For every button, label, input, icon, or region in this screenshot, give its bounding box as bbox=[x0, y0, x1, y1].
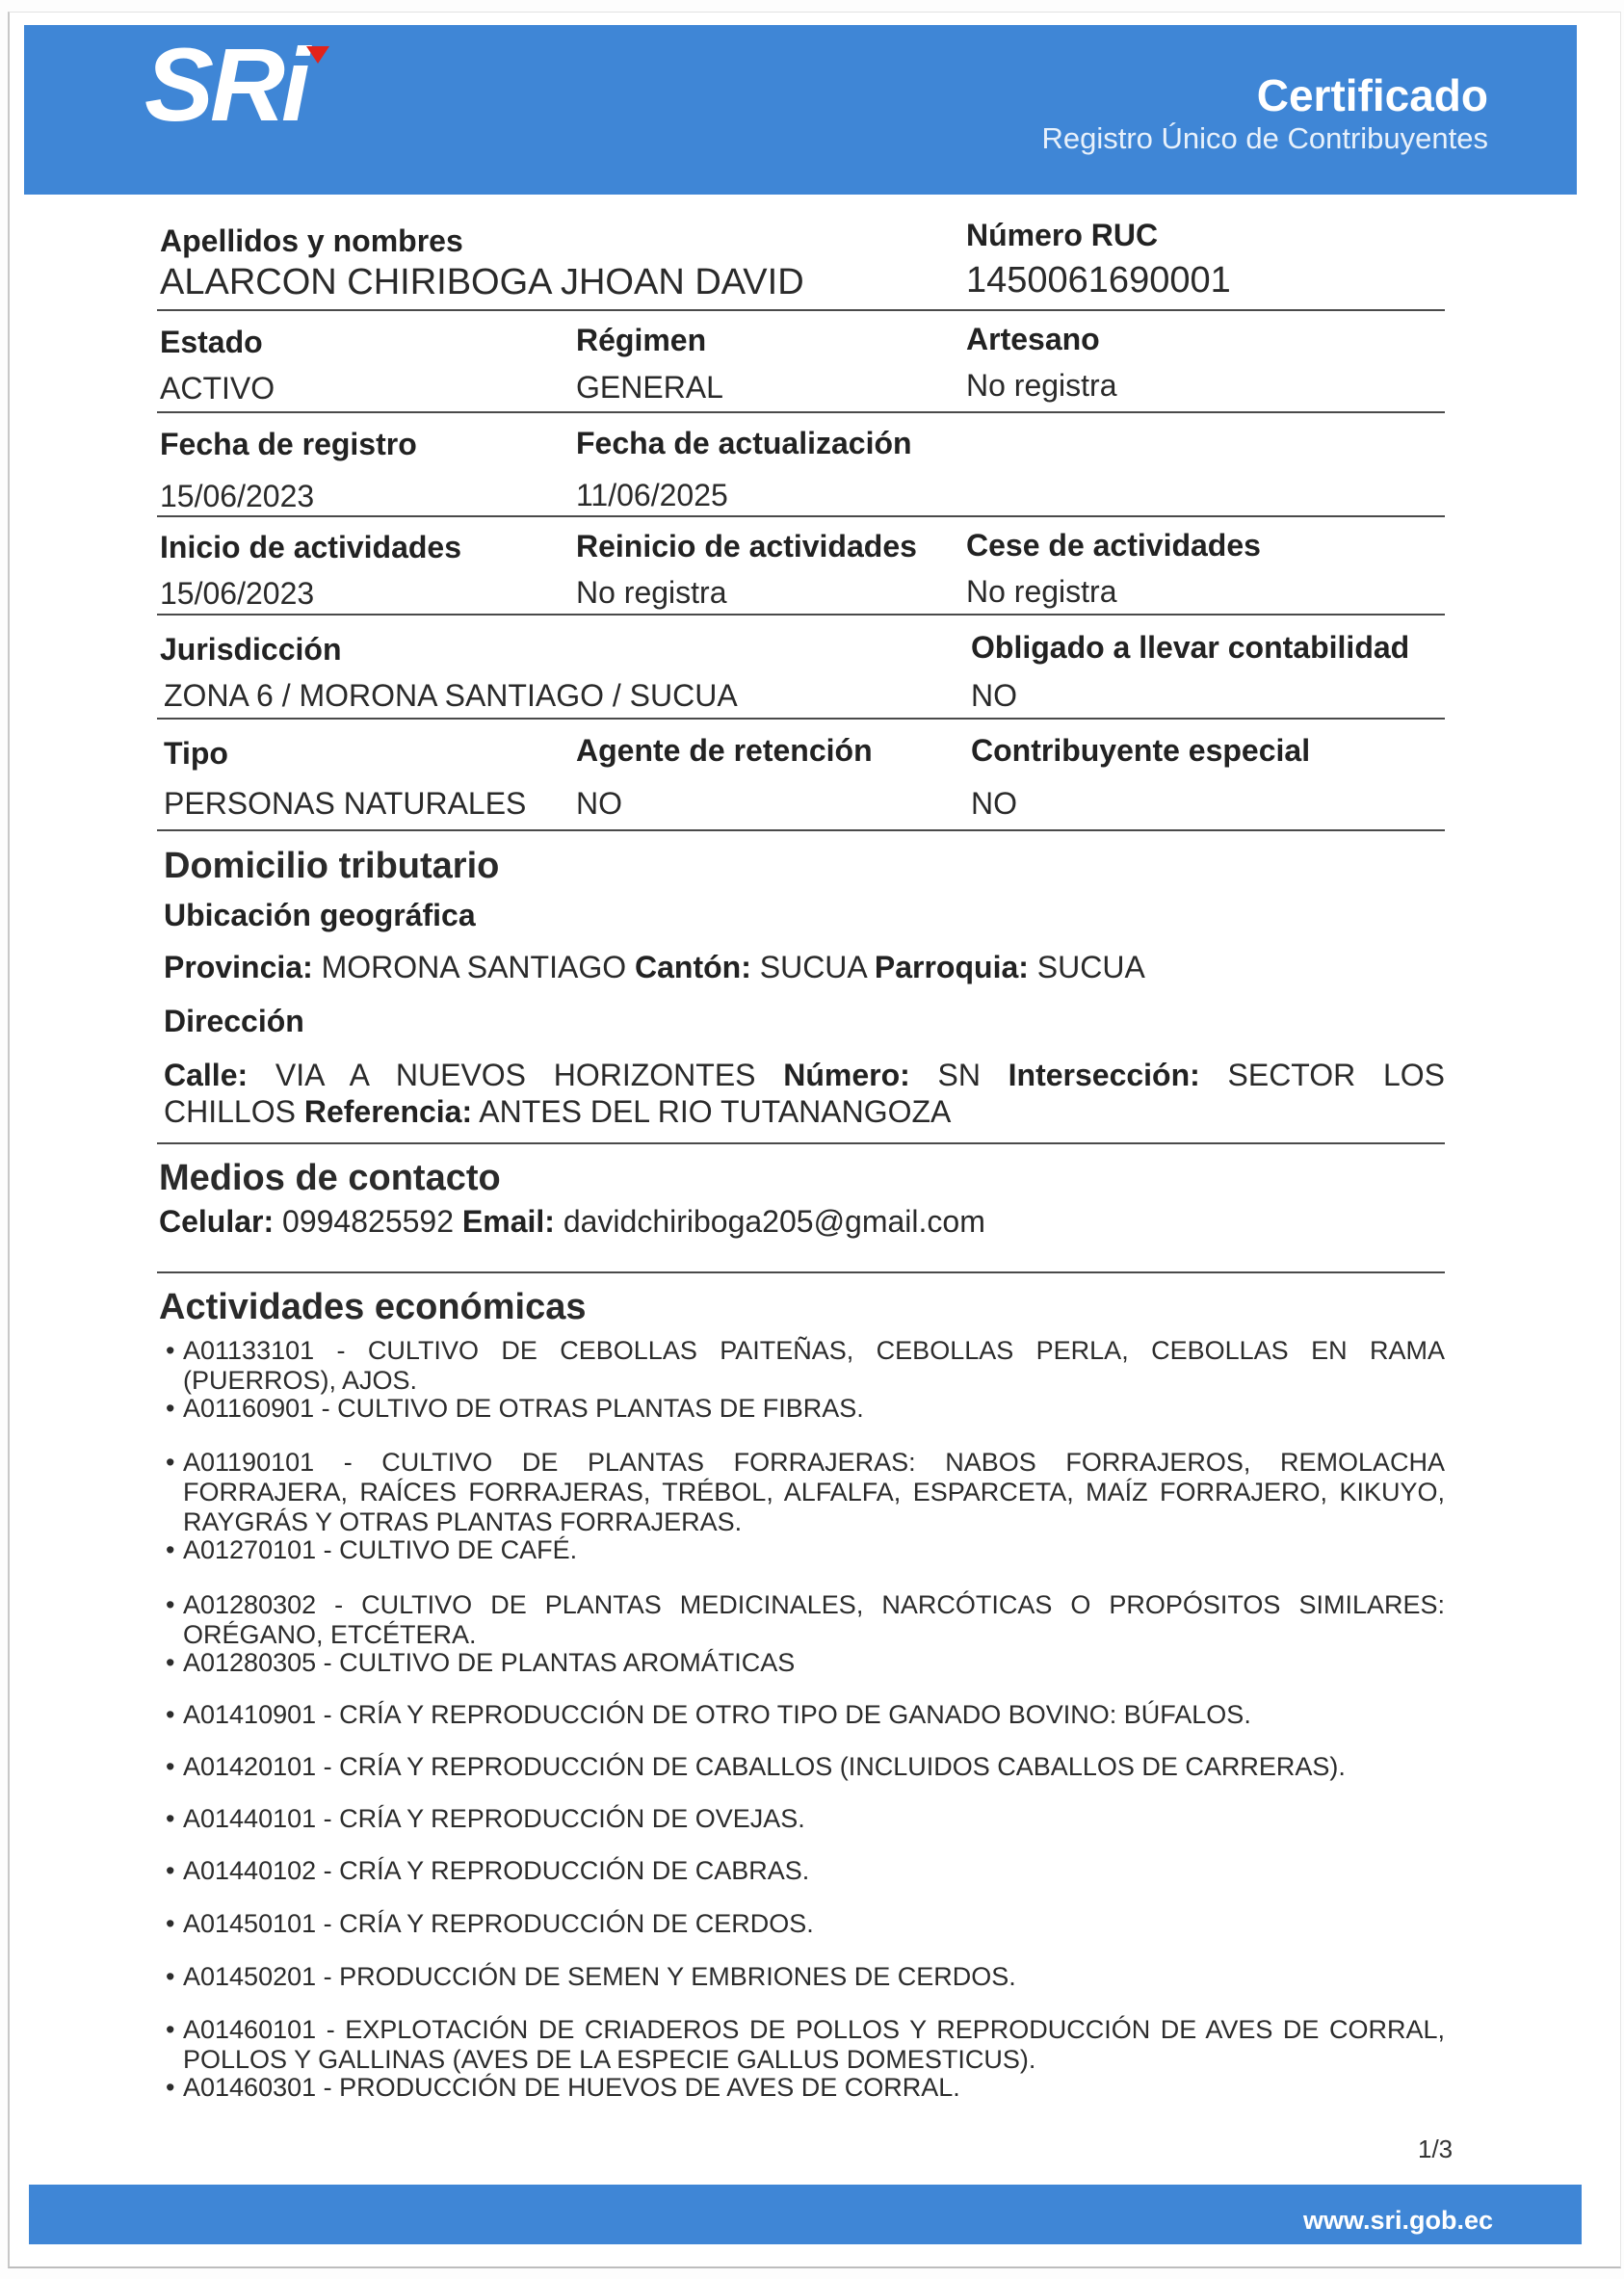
list-item: • A01440101 - CRÍA Y REPRODUCCIÓN DE OVEJAS. bbox=[166, 1804, 1445, 1834]
artesano-value: No registra bbox=[966, 368, 1117, 403]
list-item: • A01410901 - CRÍA Y REPRODUCCIÓN DE OTRO TIPO DE GANADO BOVINO: BÚFALOS. bbox=[166, 1700, 1445, 1730]
celular-value: 0994825592 bbox=[282, 1204, 454, 1239]
parroquia-label: Parroquia: bbox=[874, 950, 1029, 984]
nombres-value: ALARCON CHIRIBOGA JHOAN DAVID bbox=[160, 262, 804, 302]
list-item: • A01450101 - CRÍA Y REPRODUCCIÓN DE CERDOS. bbox=[166, 1909, 1445, 1939]
cese-actividades-value: No registra bbox=[966, 574, 1117, 609]
divider bbox=[157, 829, 1445, 831]
activity-line: A01450101 - CRÍA Y REPRODUCCIÓN DE CERDOS. bbox=[183, 1909, 814, 1938]
tipo-value: PERSONAS NATURALES bbox=[164, 786, 527, 821]
activity-line: ORÉGANO, ETCÉTERA. bbox=[183, 1620, 477, 1649]
direccion-line-1 bbox=[164, 1058, 1445, 1093]
list-item: • A01160901 - CULTIVO DE OTRAS PLANTAS DE FIBRAS. bbox=[166, 1394, 1445, 1424]
activity-line: FORRAJERA, RAÍCES FORRAJERAS, TRÉBOL, ALFALFA, ESPARCETA, MAÍZ FORRAJERO, KIKUYO, bbox=[183, 1478, 1445, 1506]
reinicio-actividades-value: No registra bbox=[576, 575, 727, 610]
divider bbox=[157, 1142, 1445, 1144]
interseccion-value-cont: CHILLOS bbox=[164, 1094, 296, 1129]
divider bbox=[157, 411, 1445, 413]
referencia-label: Referencia: bbox=[303, 1094, 473, 1129]
activity-line: POLLOS Y GALLINAS (AVES DE LA ESPECIE GALLUS DOMESTICUS). bbox=[183, 2045, 1036, 2074]
celular-label: Celular: bbox=[159, 1204, 275, 1239]
page-number: 1/3 bbox=[1418, 2135, 1454, 2163]
list-item: • A01460301 - PRODUCCIÓN DE HUEVOS DE AVES DE CORRAL. bbox=[166, 2073, 1445, 2103]
fecha-actualizacion-label: Fecha de actualización bbox=[576, 426, 912, 460]
activity-line: A01133101 - CULTIVO DE CEBOLLAS PAITEÑAS, CEBOLLAS PERLA, CEBOLLAS EN RAMA bbox=[183, 1336, 1445, 1365]
activity-line: (PUERROS), AJOS. bbox=[183, 1366, 418, 1395]
activity-line: A01190101 - CULTIVO DE PLANTAS FORRAJERAS: NABOS FORRAJEROS, REMOLACHA bbox=[183, 1448, 1445, 1477]
calle-label: Calle: bbox=[164, 1058, 249, 1092]
artesano-label: Artesano bbox=[966, 322, 1100, 356]
certificate-subtitle: Registro Único de Contribuyentes bbox=[1041, 121, 1488, 155]
activity-line: A01160901 - CULTIVO DE OTRAS PLANTAS DE FIBRAS. bbox=[183, 1394, 864, 1423]
activity-line: A01440101 - CRÍA Y REPRODUCCIÓN DE OVEJAS. bbox=[183, 1804, 805, 1833]
list-item: • A01450201 - PRODUCCIÓN DE SEMEN Y EMBRIONES DE CERDOS. bbox=[166, 1962, 1445, 1992]
email-label: Email: bbox=[461, 1204, 555, 1239]
sri-logo-text: SRi bbox=[144, 26, 307, 143]
ruc-label: Número RUC bbox=[966, 218, 1159, 252]
parroquia-value: SUCUA bbox=[1036, 950, 1145, 984]
direccion-label: Dirección bbox=[164, 1004, 304, 1038]
domicilio-title: Domicilio tributario bbox=[164, 846, 500, 886]
activity-line: RAYGRÁS Y OTRAS PLANTAS FORRAJERAS. bbox=[183, 1507, 743, 1536]
interseccion-label: Intersección: bbox=[1008, 1058, 1200, 1092]
fecha-actualizacion-value: 11/06/2025 bbox=[576, 478, 728, 512]
ubicacion-label: Ubicación geográfica bbox=[164, 898, 476, 932]
agente-retencion-label: Agente de retención bbox=[576, 733, 873, 768]
estado-label: Estado bbox=[160, 325, 263, 359]
list-item: • A01280302 - CULTIVO DE PLANTAS MEDICINALES, NARCÓTICAS O PROPÓSITOS SIMILARES: ORÉGANO, ETCÉTERA. bbox=[166, 1590, 1445, 1649]
activity-line: A01270101 - CULTIVO DE CAFÉ. bbox=[183, 1535, 578, 1564]
footer-url: www.sri.gob.ec bbox=[1302, 2206, 1493, 2235]
activity-line: A01460301 - PRODUCCIÓN DE HUEVOS DE AVES DE CORRAL. bbox=[183, 2073, 960, 2102]
interseccion-value: SECTOR LOS bbox=[1227, 1058, 1445, 1092]
estado-value: ACTIVO bbox=[160, 371, 275, 406]
divider bbox=[157, 614, 1445, 616]
list-item: • A01280305 - CULTIVO DE PLANTAS AROMÁTICAS bbox=[166, 1648, 1445, 1678]
inicio-actividades-value: 15/06/2023 bbox=[160, 576, 315, 611]
list-item: • A01440102 - CRÍA Y REPRODUCCIÓN DE CABRAS. bbox=[166, 1856, 1445, 1886]
ubicacion-line bbox=[164, 950, 1445, 985]
regimen-value: GENERAL bbox=[576, 370, 723, 405]
fecha-registro-value: 15/06/2023 bbox=[160, 479, 315, 513]
email-value: davidchiriboga205@gmail.com bbox=[563, 1204, 985, 1239]
numero-label: Número: bbox=[783, 1058, 910, 1092]
contabilidad-label: Obligado a llevar contabilidad bbox=[971, 630, 1410, 665]
logo-accent-mark bbox=[306, 46, 329, 64]
contacto-title: Medios de contacto bbox=[159, 1158, 501, 1198]
activity-line: A01460101 - EXPLOTACIÓN DE CRIADEROS DE POLLOS Y REPRODUCCIÓN DE AVES DE CORRAL, bbox=[183, 2015, 1445, 2044]
nombres-label: Apellidos y nombres bbox=[160, 223, 463, 258]
sri-logo bbox=[144, 26, 356, 148]
list-item: • A01190101 - CULTIVO DE PLANTAS FORRAJERAS: NABOS FORRAJEROS, REMOLACHA FORRAJERA, RAÍCES FORRAJERAS, TRÉBOL, ALFALFA, ESPARCETA, MAÍZ FORRAJERO, KIKUYO, RAYGRÁS Y OTRAS PLANTAS FORRAJERAS. bbox=[166, 1448, 1445, 1536]
divider bbox=[157, 515, 1445, 517]
ruc-value: 1450061690001 bbox=[966, 260, 1231, 301]
tipo-label: Tipo bbox=[164, 736, 228, 771]
contabilidad-value: NO bbox=[971, 678, 1017, 713]
regimen-label: Régimen bbox=[576, 323, 707, 357]
divider bbox=[157, 1271, 1445, 1273]
certificate-title: Certificado bbox=[1256, 70, 1488, 120]
divider bbox=[157, 309, 1445, 311]
canton-value: SUCUA bbox=[759, 950, 866, 984]
direccion-line-2 bbox=[164, 1094, 1445, 1130]
actividades-title: Actividades económicas bbox=[159, 1287, 587, 1327]
fecha-registro-label: Fecha de registro bbox=[160, 427, 417, 461]
jurisdiccion-label: Jurisdicción bbox=[160, 632, 342, 667]
activity-line: A01410901 - CRÍA Y REPRODUCCIÓN DE OTRO TIPO DE GANADO BOVINO: BÚFALOS. bbox=[183, 1700, 1251, 1729]
activity-line: A01280305 - CULTIVO DE PLANTAS AROMÁTICAS bbox=[183, 1648, 796, 1677]
calle-value: VIA A NUEVOS HORIZONTES bbox=[275, 1058, 756, 1092]
contribuyente-especial-label: Contribuyente especial bbox=[971, 733, 1311, 768]
provincia-value: MORONA SANTIAGO bbox=[321, 950, 627, 984]
divider bbox=[157, 718, 1445, 720]
canton-label: Cantón: bbox=[634, 950, 751, 984]
referencia-value: ANTES DEL RIO TUTANANGOZA bbox=[479, 1094, 952, 1129]
contribuyente-especial-value: NO bbox=[971, 786, 1017, 821]
list-item: • A01460101 - EXPLOTACIÓN DE CRIADEROS DE POLLOS Y REPRODUCCIÓN DE AVES DE CORRAL, POLLOS Y GALLINAS (AVES DE LA ESPECIE GALLUS DOMESTICUS). bbox=[166, 2015, 1445, 2074]
list-item: • A01133101 - CULTIVO DE CEBOLLAS PAITEÑAS, CEBOLLAS PERLA, CEBOLLAS EN RAMA (PUERROS), AJOS. bbox=[166, 1336, 1445, 1395]
activity-line: A01280302 - CULTIVO DE PLANTAS MEDICINALES, NARCÓTICAS O PROPÓSITOS SIMILARES: bbox=[183, 1590, 1445, 1619]
jurisdiccion-value: ZONA 6 / MORONA SANTIAGO / SUCUA bbox=[164, 678, 738, 713]
activity-line: A01450201 - PRODUCCIÓN DE SEMEN Y EMBRIONES DE CERDOS. bbox=[183, 1962, 1016, 1991]
provincia-label: Provincia: bbox=[164, 950, 313, 984]
list-item: • A01420101 - CRÍA Y REPRODUCCIÓN DE CABALLOS (INCLUIDOS CABALLOS DE CARRERAS). bbox=[166, 1752, 1445, 1782]
numero-value: SN bbox=[937, 1058, 981, 1092]
list-item: • A01270101 - CULTIVO DE CAFÉ. bbox=[166, 1535, 1445, 1565]
activity-line: A01440102 - CRÍA Y REPRODUCCIÓN DE CABRAS. bbox=[183, 1856, 810, 1885]
agente-retencion-value: NO bbox=[576, 786, 622, 821]
cese-actividades-label: Cese de actividades bbox=[966, 528, 1261, 563]
reinicio-actividades-label: Reinicio de actividades bbox=[576, 529, 917, 563]
inicio-actividades-label: Inicio de actividades bbox=[160, 530, 461, 564]
activity-line: A01420101 - CRÍA Y REPRODUCCIÓN DE CABALLOS (INCLUIDOS CABALLOS DE CARRERAS). bbox=[183, 1752, 1346, 1781]
contacto-line bbox=[159, 1204, 1440, 1240]
